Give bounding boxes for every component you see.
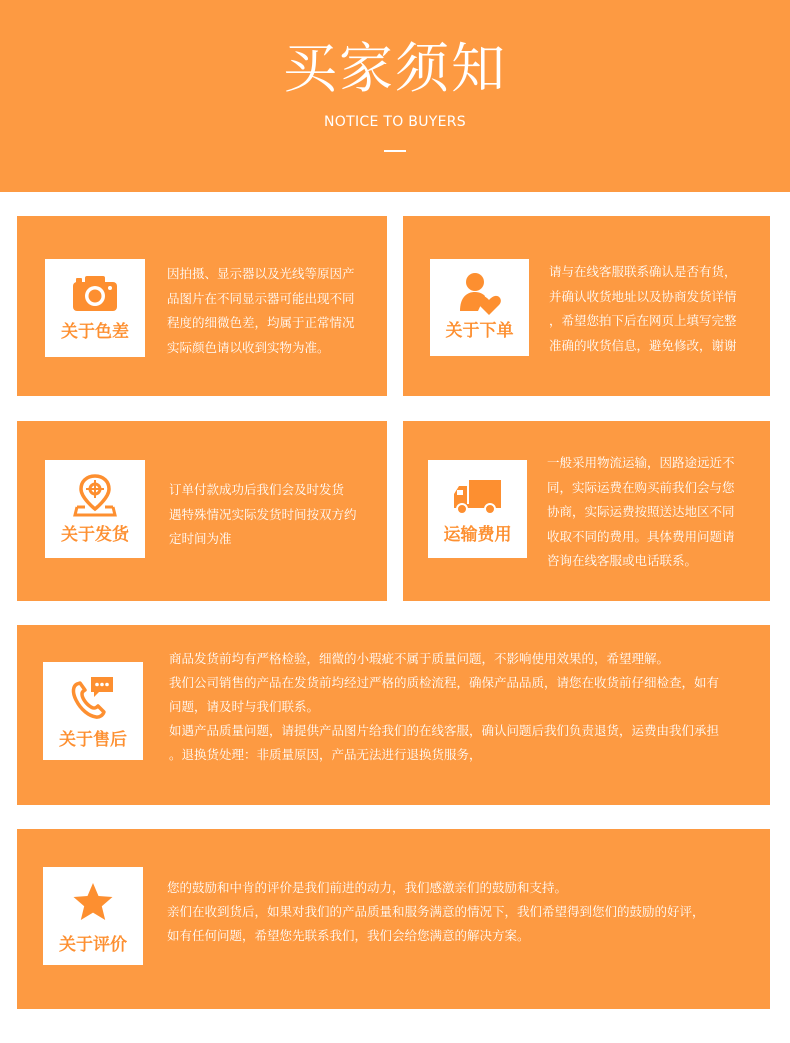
text-line: 品图片在不同显示器可能出现不同	[167, 290, 355, 306]
card-freight	[403, 421, 770, 601]
text-line: 协商，实际运费按照送达地区不同	[547, 504, 735, 519]
text-line: 准确的收货信息，避免修改，谢谢	[549, 337, 737, 353]
icon-box-review	[43, 867, 143, 965]
icon-box-color-difference	[45, 259, 145, 357]
page-subtitle: NOTICE TO BUYERS	[324, 114, 466, 130]
star-icon	[71, 881, 115, 923]
text-line: 如有任何问题，希望您先联系我们，我们会给您满意的解决方案。	[167, 928, 530, 943]
card-label-color-difference: 关于色差	[61, 322, 129, 342]
phone-chat-icon	[69, 674, 117, 720]
truck-icon	[452, 478, 504, 516]
text-line: 程度的细微色差，均属于正常情况	[167, 315, 355, 330]
icon-box-freight	[428, 460, 527, 558]
icon-box-shipping	[45, 460, 145, 558]
card-ordering	[403, 216, 770, 396]
text-line: 实际颜色请以收到实物为准。	[167, 339, 330, 355]
card-label-shipping: 关于发货	[61, 525, 129, 545]
card-label-ordering: 关于下单	[445, 321, 514, 341]
card-text-after-sales	[169, 647, 765, 767]
card-text-shipping	[169, 478, 379, 552]
text-line: 因拍摄、显示器以及光线等原因产	[167, 266, 355, 281]
user-heart-icon	[458, 271, 502, 317]
text-line: 。退换货处理：非质量原因，产品无法进行退换货服务，	[169, 747, 482, 762]
icon-box-after-sales	[43, 662, 143, 760]
text-line: 遇特殊情况实际发货时间按双方约	[169, 506, 357, 522]
text-line: 并确认收货地址以及协商发货详情	[549, 288, 737, 304]
text-line: 如遇产品质量问题，请提供产品图片给我们的在线客服，确认问题后我们负责退货，运费由我们承担	[169, 723, 720, 738]
text-line: 一般采用物流运输，因路途远近不	[547, 455, 735, 470]
card-text-ordering	[549, 260, 763, 358]
text-line: 收取不同的费用。具体费用问题请	[547, 528, 735, 544]
text-line: 请与在线客服联系确认是否有货，	[549, 264, 737, 279]
text-line: 定时间为准	[169, 531, 232, 546]
header-banner	[0, 0, 790, 192]
card-label-review: 关于评价	[59, 935, 127, 955]
text-line: 问题，请及时与我们联系。	[169, 699, 320, 714]
title-divider	[384, 150, 406, 152]
page-title: 买家须知	[283, 37, 507, 100]
text-line: 订单付款成功后我们会及时发货	[169, 482, 345, 497]
camera-icon	[70, 274, 120, 314]
card-text-review	[167, 876, 765, 948]
map-pin-icon	[73, 473, 117, 517]
text-line: 咨询在线客服或电话联系。	[547, 553, 698, 568]
icon-box-ordering	[430, 259, 529, 356]
card-color-difference	[17, 216, 387, 396]
text-line: 商品发货前均有严格检验，细微的小瑕疵不属于质量问题，不影响使用效果的，希望理解。	[169, 651, 670, 666]
card-label-freight: 运输费用	[443, 525, 512, 545]
card-label-after-sales: 关于售后	[59, 730, 127, 750]
card-after-sales	[17, 625, 770, 805]
text-line: 您的鼓励和中肯的评价是我们前进的动力，我们感激亲们的鼓励和支持。	[167, 880, 568, 895]
text-line: 同，实际运费在购买前我们会与您	[547, 479, 735, 495]
card-review	[17, 829, 770, 1009]
text-line: ，希望您拍下后在网页上填写完整	[549, 313, 737, 328]
card-text-freight	[547, 451, 763, 574]
text-line: 亲们在收到货后，如果对我们的产品质量和服务满意的情况下，我们希望得到您们的鼓励的好评，	[167, 904, 705, 919]
card-text-color-difference	[167, 262, 377, 360]
text-line: 我们公司销售的产品在发货前均经过严格的质检流程，确保产品品质，请您在收货前仔细检查，如有	[169, 675, 720, 690]
card-shipping	[17, 421, 387, 601]
